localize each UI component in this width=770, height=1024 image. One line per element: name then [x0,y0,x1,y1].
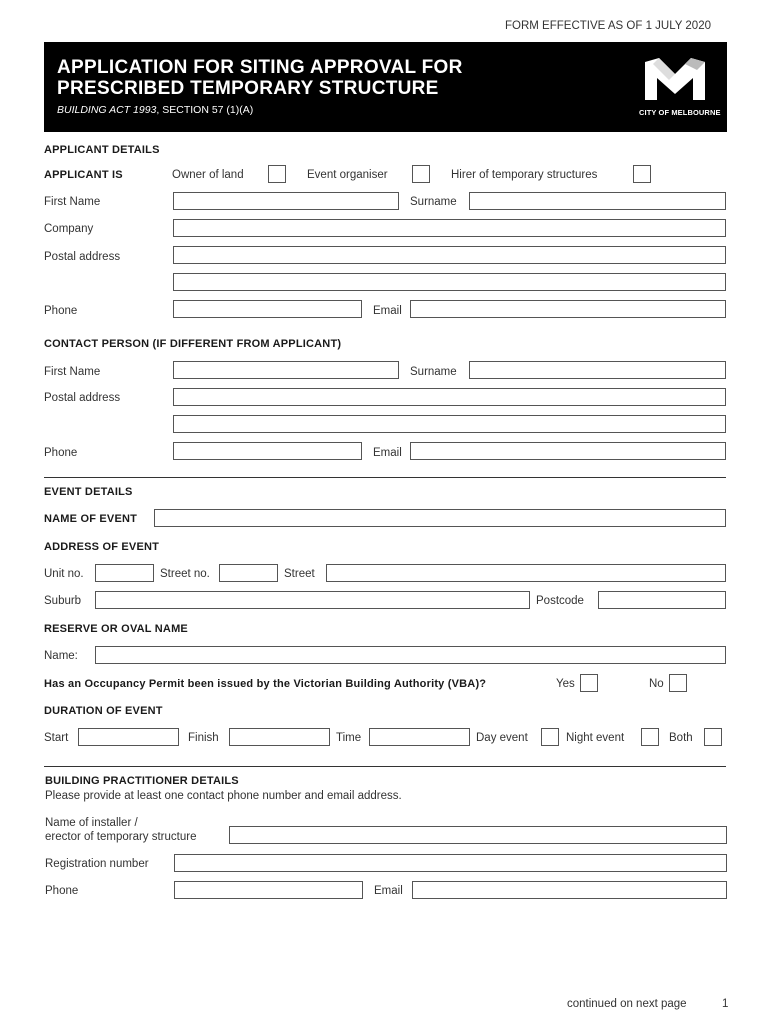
contact-postal-label: Postal address [44,392,121,404]
logo-text: CITY OF MELBOURNE [639,108,721,117]
hirer-checkbox[interactable] [633,165,651,183]
finish-label: Finish [188,732,219,744]
occupancy-permit-question: Has an Occupancy Permit been issued by the Victorian Building Authority (VBA)? [44,678,487,690]
applicant-first-name-field[interactable] [173,192,399,210]
owner-of-land-label: Owner of land [172,169,244,181]
applicant-section-title: APPLICANT DETAILS [44,144,160,156]
practitioner-instruction: Please provide at least one contact phone number and email address. [45,790,402,802]
installer-label-line1: Name of installer / [45,817,138,829]
unit-no-label: Unit no. [44,568,84,580]
event-organiser-label: Event organiser [307,169,388,181]
contact-phone-field[interactable] [173,442,362,460]
permit-yes-label: Yes [556,678,575,690]
practitioner-section-title: BUILDING PRACTITIONER DETAILS [45,775,239,787]
permit-no-checkbox[interactable] [669,674,687,692]
applicant-surname-label: Surname [410,196,457,208]
street-label: Street [284,568,315,580]
contact-section-title: CONTACT PERSON (IF DIFFERENT FROM APPLICANT) [44,338,342,350]
contact-postal-field-2[interactable] [173,415,726,433]
contact-email-label: Email [373,447,402,459]
form-title-line1: APPLICATION FOR SITING APPROVAL FOR [57,57,463,78]
company-field[interactable] [173,219,726,237]
night-event-label: Night event [566,732,625,744]
practitioner-phone-field[interactable] [174,881,363,899]
applicant-is-label: APPLICANT IS [44,169,123,181]
time-label: Time [336,732,362,744]
contact-surname-field[interactable] [469,361,726,379]
duration-title: DURATION OF EVENT [44,705,163,717]
start-label: Start [44,732,69,744]
time-field[interactable] [369,728,470,746]
registration-label: Registration number [45,858,149,870]
form-title-line2: PRESCRIBED TEMPORARY STRUCTURE [57,78,439,99]
contact-first-name-label: First Name [44,366,101,378]
installer-name-field[interactable] [229,826,727,844]
unit-no-field[interactable] [95,564,154,582]
contact-phone-label: Phone [44,447,78,459]
practitioner-phone-label: Phone [45,885,79,897]
event-section-title: EVENT DETAILS [44,486,133,498]
both-label: Both [669,732,693,744]
day-event-checkbox[interactable] [541,728,559,746]
page-number: 1 [722,998,729,1010]
applicant-email-field[interactable] [410,300,726,318]
contact-surname-label: Surname [410,366,457,378]
hirer-label: Hirer of temporary structures [451,169,598,181]
applicant-postal-field-2[interactable] [173,273,726,291]
event-organiser-checkbox[interactable] [412,165,430,183]
day-event-label: Day event [476,732,528,744]
reserve-name-label: Name: [44,650,78,662]
applicant-phone-label: Phone [44,305,78,317]
permit-no-label: No [649,678,664,690]
practitioner-email-field[interactable] [412,881,727,899]
street-no-label: Street no. [160,568,210,580]
company-label: Company [44,223,94,235]
installer-label-line2: erector of temporary structure [45,831,197,843]
owner-of-land-checkbox[interactable] [268,165,286,183]
applicant-postal-field-1[interactable] [173,246,726,264]
suburb-field[interactable] [95,591,530,609]
form-header [44,42,727,132]
act-section: , SECTION 57 (1)(A) [156,104,254,116]
name-of-event-field[interactable] [154,509,726,527]
both-checkbox[interactable] [704,728,722,746]
act-name: BUILDING ACT 1993 [57,104,157,116]
night-event-checkbox[interactable] [641,728,659,746]
continued-note: continued on next page [567,998,687,1010]
address-of-event-title: ADDRESS OF EVENT [44,541,160,553]
reserve-title: RESERVE OR OVAL NAME [44,623,188,635]
contact-postal-field-1[interactable] [173,388,726,406]
permit-yes-checkbox[interactable] [580,674,598,692]
applicant-first-name-label: First Name [44,196,101,208]
applicant-surname-field[interactable] [469,192,726,210]
section-divider-2 [44,766,726,767]
applicant-postal-label: Postal address [44,251,121,263]
form-title [57,57,463,99]
start-field[interactable] [78,728,179,746]
section-divider [44,477,726,478]
registration-field[interactable] [174,854,727,872]
postcode-field[interactable] [598,591,726,609]
practitioner-email-label: Email [374,885,403,897]
city-of-melbourne-logo [639,54,721,120]
suburb-label: Suburb [44,595,82,607]
applicant-phone-field[interactable] [173,300,362,318]
street-no-field[interactable] [219,564,278,582]
contact-email-field[interactable] [410,442,726,460]
form-effective-note: FORM EFFECTIVE AS OF 1 JULY 2020 [505,20,711,32]
name-of-event-label: NAME OF EVENT [44,513,138,525]
contact-first-name-field[interactable] [173,361,399,379]
finish-field[interactable] [229,728,330,746]
street-field[interactable] [326,564,726,582]
postcode-label: Postcode [536,595,584,607]
reserve-name-field[interactable] [95,646,726,664]
applicant-email-label: Email [373,305,402,317]
form-subtitle [57,104,253,116]
melbourne-m-icon [639,54,711,106]
